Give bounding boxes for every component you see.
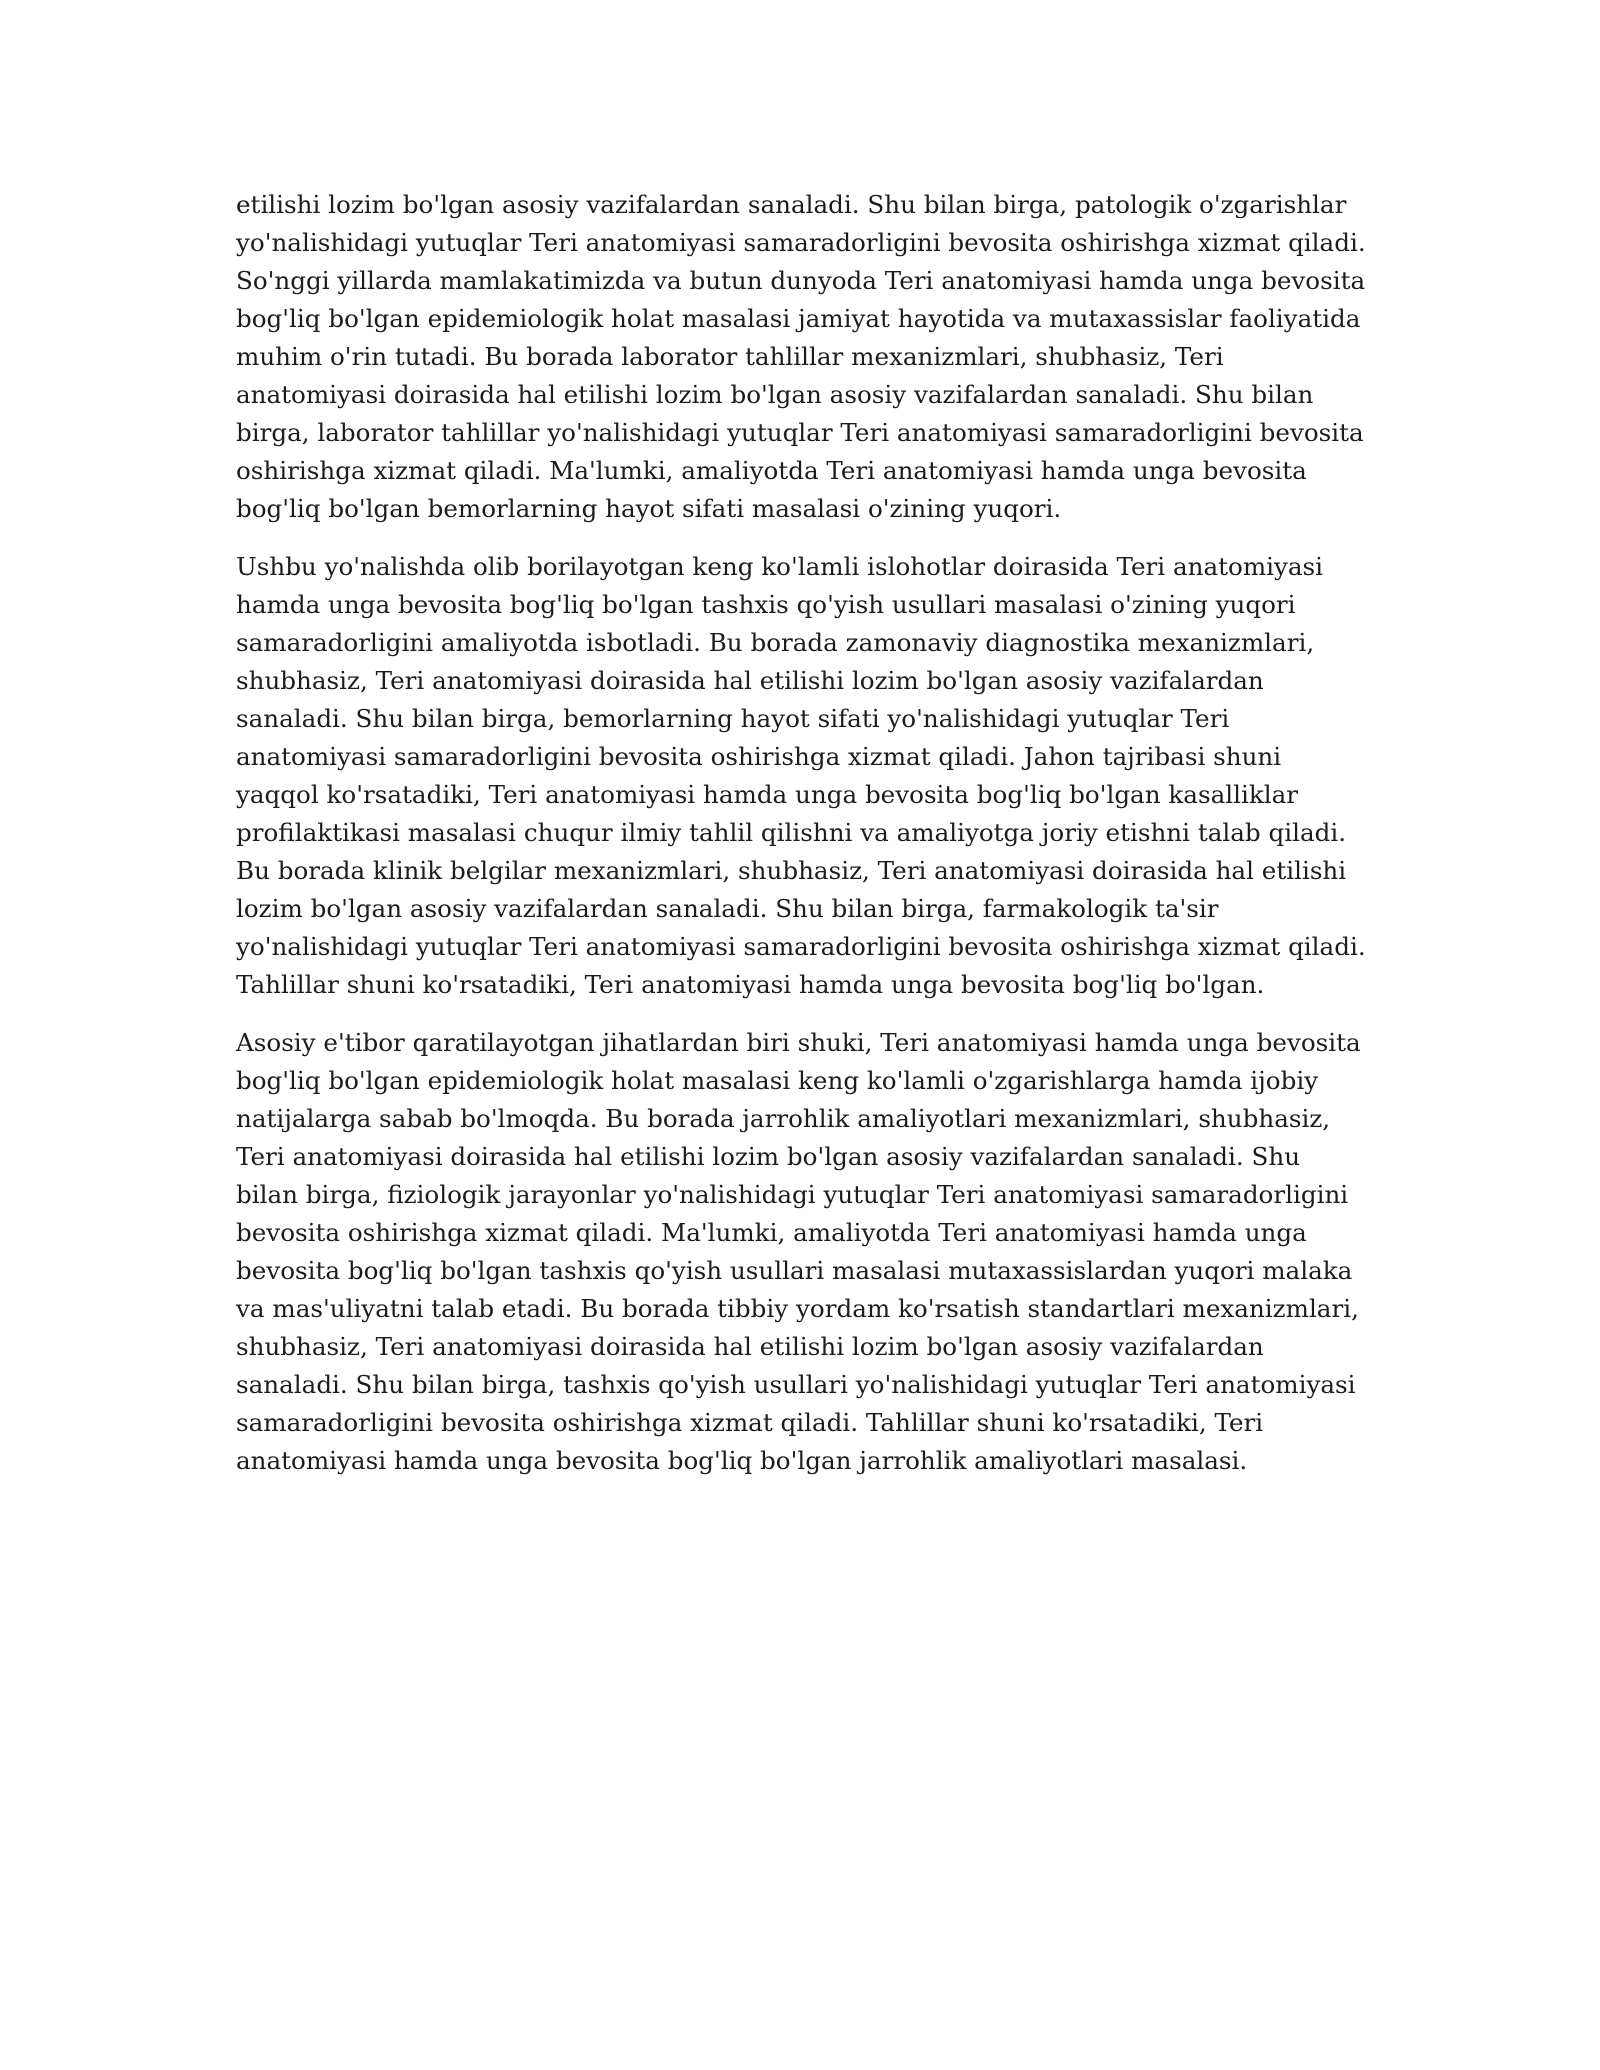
paragraph-2: Ushbu yo'nalishda olib borilayotgan keng ko'lamli islohotlar doirasida Teri anatomiyasi hamda unga bevosita bog'liq bo'lgan tashxis qo'yish usullari masalasi o'zining yuqori samaradorligini amaliyotda isbotladi. Bu borada zamonaviy diagnostika mexanizmlari, shubhasiz, Teri anatomiyasi doirasida hal etilishi lozim bo'lgan asosiy vazifalardan sanaladi. Shu bilan birga, bemorlarning hayot sifati yo'nalishidagi yutuqlar Teri anatomiyasi samaradorligini bevosita oshirishga xizmat qiladi. Jahon tajribasi shuni yaqqol ko'rsatadiki, Teri anatomiyasi hamda unga bevosita bog'liq bo'lgan kasalliklar profilaktikasi masalasi chuqur ilmiy tahlil qilishni va amaliyotga joriy etishni talab qiladi. Bu borada klinik belgilar mexanizmlari, shubhasiz, Teri anatomiyasi doirasida hal etilishi lozim bo'lgan asosiy vazifalardan sanaladi. Shu bilan birga, farmakologik ta'sir yo'nalishidagi yutuqlar Teri anatomiyasi samaradorligini bevosita oshirishga xizmat qiladi. Tahlillar shuni ko'rsatadiki, Teri anatomiyasi hamda unga bevosita bog'liq bo'lgan.	[236, 552, 1366, 999]
paragraph-1: etilishi lozim bo'lgan asosiy vazifalardan sanaladi. Shu bilan birga, patologik o'zgarishlar yo'nalishidagi yutuqlar Teri anatomiyasi samaradorligini bevosita oshirishga xizmat qiladi. So'nggi yillarda mamlakatimizda va butun dunyoda Teri anatomiyasi hamda unga bevosita bog'liq bo'lgan epidemiologik holat masalasi jamiyat hayotida va mutaxassislar faoliyatida muhim o'rin tutadi. Bu borada laborator tahlillar mexanizmlari, shubhasiz, Teri anatomiyasi doirasida hal etilishi lozim bo'lgan asosiy vazifalardan sanaladi. Shu bilan birga, laborator tahlillar yo'nalishidagi yutuqlar Teri anatomiyasi samaradorligini bevosita oshirishga xizmat qiladi. Ma'lumki, amaliyotda Teri anatomiyasi hamda unga bevosita bog'liq bo'lgan bemorlarning hayot sifati masalasi o'zining yuqori.	[236, 190, 1366, 523]
paragraph-3: Asosiy e'tibor qaratilayotgan jihatlardan biri shuki, Teri anatomiyasi hamda unga bevosita bog'liq bo'lgan epidemiologik holat masalasi keng ko'lamli o'zgarishlarga hamda ijobiy natijalarga sabab bo'lmoqda. Bu borada jarrohlik amaliyotlari mexanizmlari, shubhasiz, Teri anatomiyasi doirasida hal etilishi lozim bo'lgan asosiy vazifalardan sanaladi. Shu bilan birga, fiziologik jarayonlar yo'nalishidagi yutuqlar Teri anatomiyasi samaradorligini bevosita oshirishga xizmat qiladi. Ma'lumki, amaliyotda Teri anatomiyasi hamda unga bevosita bog'liq bo'lgan tashxis qo'yish usullari masalasi mutaxassislardan yuqori malaka va mas'uliyatni talab etadi. Bu borada tibbiy yordam ko'rsatish standartlari mexanizmlari, shubhasiz, Teri anatomiyasi doirasida hal etilishi lozim bo'lgan asosiy vazifalardan sanaladi. Shu bilan birga, tashxis qo'yish usullari yo'nalishidagi yutuqlar Teri anatomiyasi samaradorligini bevosita oshirishga xizmat qiladi. Tahlillar shuni ko'rsatadiki, Teri anatomiyasi hamda unga bevosita bog'liq bo'lgan jarrohlik amaliyotlari masalasi.	[236, 1028, 1361, 1475]
body-text	[236, 186, 1366, 1500]
